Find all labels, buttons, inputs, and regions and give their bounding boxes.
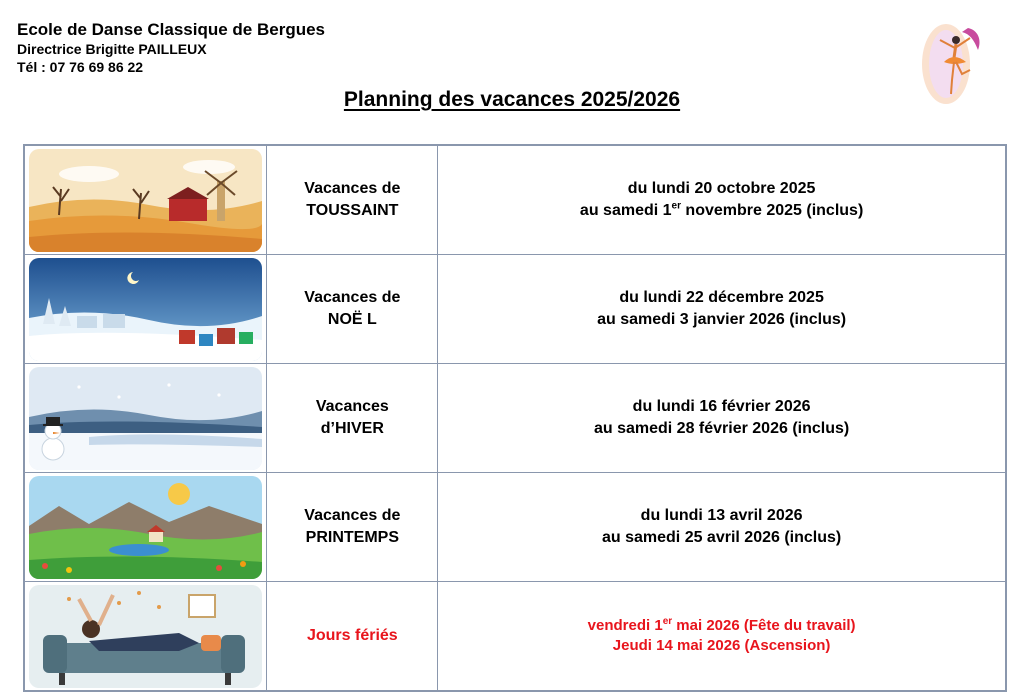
relaxing-on-sofa-icon	[29, 585, 262, 688]
image-cell	[24, 582, 267, 692]
start-date: du lundi 22 décembre 2025	[619, 289, 824, 306]
end-date: au samedi 28 février 2026 (inclus)	[593, 420, 850, 437]
end-date: au samedi 1er novembre 2025 (inclus)	[579, 200, 864, 219]
holiday-name-cell	[267, 255, 438, 364]
holiday-name: PRINTEMPS	[305, 529, 400, 546]
page-title: Planning des vacances 2025/2026	[343, 88, 681, 111]
end-date: au samedi 25 avril 2026 (inclus)	[601, 529, 842, 546]
holiday-name: NOË L	[327, 311, 377, 328]
public-holiday-date: vendredi 1er mai 2026 (Fête du travail)	[587, 616, 856, 634]
holiday-name: Vacances de	[304, 507, 401, 524]
holiday-dates-cell	[438, 255, 1006, 364]
holiday-dates-cell	[438, 582, 1006, 692]
holiday-dates-cell	[438, 473, 1006, 582]
table-row	[24, 582, 1006, 692]
phone-number: Tél : 07 76 69 86 22	[17, 59, 144, 75]
holiday-name-cell	[267, 364, 438, 473]
holiday-name: TOUSSAINT	[306, 202, 399, 219]
school-header	[17, 20, 325, 76]
holiday-dates-cell	[438, 364, 1006, 473]
start-date: du lundi 20 octobre 2025	[627, 180, 816, 197]
table-row	[24, 145, 1006, 255]
director-name: Directrice Brigitte PAILLEUX	[17, 41, 207, 57]
spring-meadow-landscape-icon	[29, 476, 262, 579]
holiday-name: Vacances de	[304, 289, 401, 306]
holiday-dates-cell	[438, 145, 1006, 255]
school-name: Ecole de Danse Classique de Bergues	[17, 20, 326, 39]
autumn-farm-landscape-icon	[29, 149, 262, 252]
holiday-name-cell	[267, 473, 438, 582]
table-row	[24, 255, 1006, 364]
image-cell	[24, 255, 267, 364]
holiday-name: Jours fériés	[306, 627, 398, 644]
holiday-table	[23, 144, 1007, 692]
holiday-name: Vacances de	[304, 180, 401, 197]
snowy-christmas-village-icon	[29, 258, 262, 361]
image-cell	[24, 364, 267, 473]
holiday-name: Vacances	[315, 398, 389, 415]
image-cell	[24, 145, 267, 255]
holiday-name-cell	[267, 145, 438, 255]
winter-snowman-landscape-icon	[29, 367, 262, 470]
table-row	[24, 364, 1006, 473]
start-date: du lundi 13 avril 2026	[640, 507, 803, 524]
start-date: du lundi 16 février 2026	[632, 398, 811, 415]
holiday-name-cell	[267, 582, 438, 692]
holiday-name: d’HIVER	[320, 420, 384, 437]
image-cell	[24, 473, 267, 582]
end-date: au samedi 3 janvier 2026 (inclus)	[597, 311, 847, 328]
public-holiday-date: Jeudi 14 mai 2026 (Ascension)	[612, 637, 831, 654]
table-row	[24, 473, 1006, 582]
